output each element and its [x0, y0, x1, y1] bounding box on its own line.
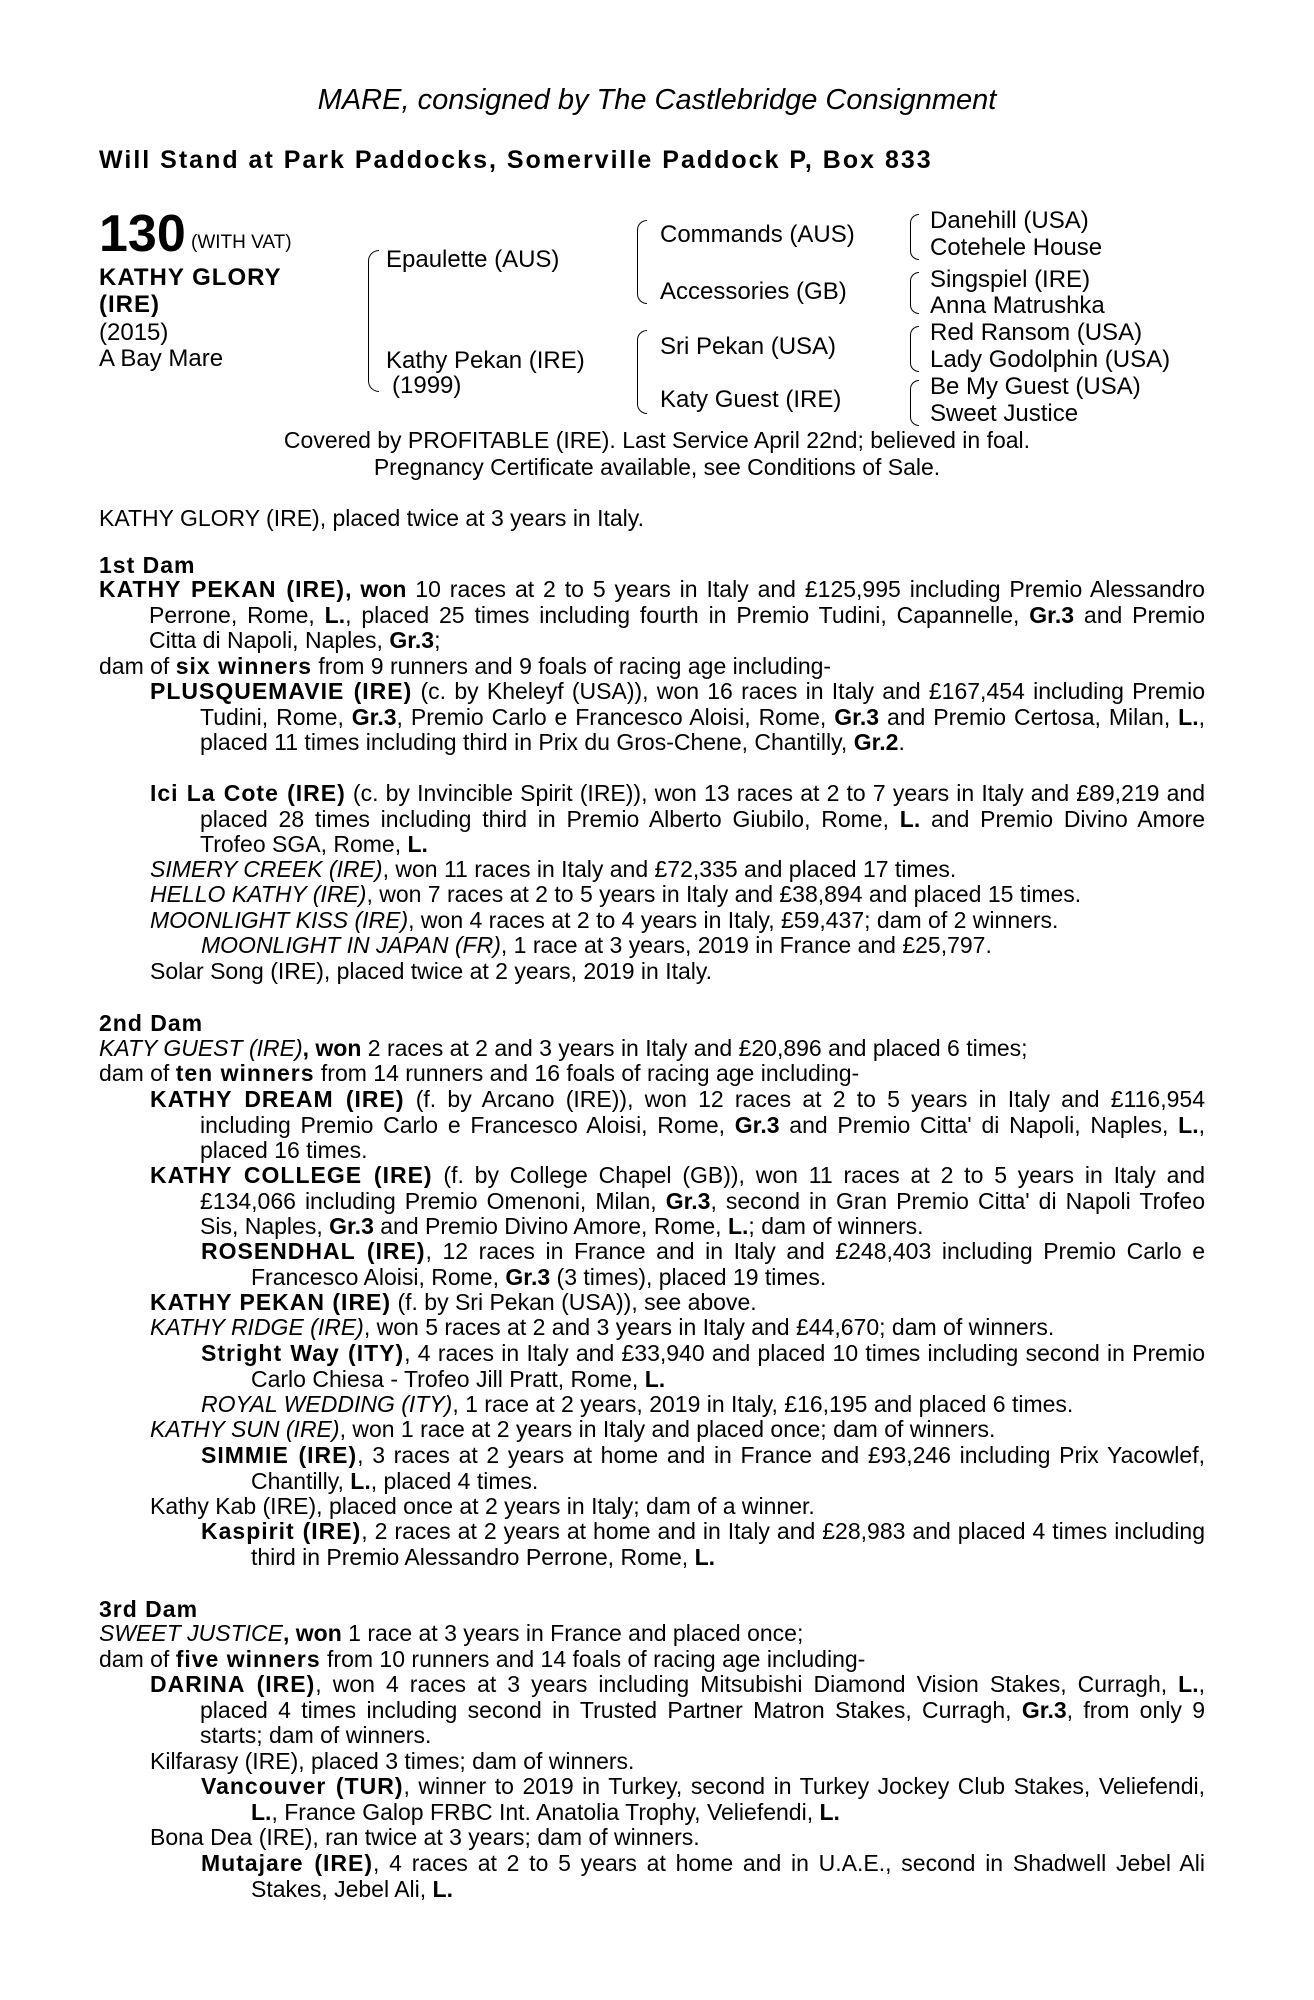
covered-line2: Pregnancy Certificate available, see Conditions of Sale.	[373, 454, 941, 480]
hello-kathy-entry: HELLO KATHY (IRE), won 7 races at 2 to 5 years in Italy and £38,894 and placed 15 times.	[150, 881, 1082, 907]
third-dam-record: SWEET JUSTICE, won 1 race at 3 years in France and placed once;	[99, 1620, 804, 1646]
pedigree-gg7: Be My Guest (USA)	[930, 373, 1141, 400]
moonlight-in-japan-entry: MOONLIGHT IN JAPAN (FR), 1 race at 3 years, 2019 in France and £25,797.	[201, 932, 992, 958]
horse-description: A Bay Mare	[99, 345, 224, 372]
pedigree-sire-dam: Accessories (GB)	[660, 278, 847, 305]
stand-location: Will Stand at Park Paddocks, Somerville Paddock P, Box 833	[99, 146, 933, 174]
third-dam-heading: 3rd Dam	[99, 1596, 199, 1622]
kathy-sun-entry: KATHY SUN (IRE), won 1 race at 2 years in Italy and placed once; dam of winners.	[150, 1416, 996, 1442]
vancouver-entry: Vancouver (TUR), winner to 2019 in Turkey, second in Turkey Jockey Club Stakes, Veliefendi, L., France Galop FRBC Int. Anatolia Trophy, Veliefendi, L.	[201, 1773, 1205, 1825]
horse-name-line1: KATHY GLORY	[99, 264, 282, 291]
pedigree-gg8: Sweet Justice	[930, 400, 1079, 427]
pedigree-gg3: Singspiel (IRE)	[930, 266, 1091, 293]
kathy-college-entry: KATHY COLLEGE (IRE) (f. by College Chapel (GB)), won 11 races at 2 to 5 years in Italy and £134,066 including Premio Omenoni, Milan, Gr.3, second in Gran Premio Citta' di Napoli Trofeo Sis, Naples, Gr.3 and Premio Divino Amore, Rome, L.; dam of winners.	[150, 1162, 1205, 1239]
first-dam-heading: 1st Dam	[99, 552, 196, 578]
second-dam-heading: 2nd Dam	[99, 1010, 204, 1036]
stright-way-entry: Stright Way (ITY), 4 races in Italy and £33,940 and placed 10 times including second in Premio Carlo Chiesa - Trofeo Jill Pratt, Rome, L.	[201, 1340, 1206, 1392]
pedigree-brace-sire	[637, 220, 647, 304]
pedigree-brace-g78	[910, 380, 919, 426]
lot-number: 130	[99, 205, 186, 263]
moonlight-kiss-entry: MOONLIGHT KISS (IRE), won 4 races at 2 to 4 years in Italy, £59,437; dam of 2 winners.	[150, 907, 1059, 933]
horse-name-line2: (IRE)	[99, 291, 160, 318]
pedigree-gg4: Anna Matrushka	[930, 292, 1105, 319]
pedigree-gg5: Red Ransom (USA)	[930, 319, 1143, 346]
page-title: MARE, consigned by The Castlebridge Consignment	[317, 84, 997, 116]
kaspirit-entry: Kaspirit (IRE), 2 races at 2 years at home and in Italy and £28,983 and placed 4 times including third in Premio Alessandro Perrone, Rome, L.	[201, 1518, 1205, 1570]
horse-name	[99, 264, 324, 318]
second-dam-dam-of: dam of ten winners from 14 runners and 16 foals of racing age including-	[99, 1060, 860, 1086]
covered-line1: Covered by PROFITABLE (IRE). Last Service April 22nd; believed in foal.	[283, 427, 1031, 453]
kathy-pekan-entry: KATHY PEKAN (IRE) (f. by Sri Pekan (USA)), see above.	[150, 1289, 757, 1315]
mutajare-entry: Mutajare (IRE), 4 races at 2 to 5 years at home and in U.A.E., second in Shadwell Jebel Ali Stakes, Jebel Ali, L.	[201, 1850, 1205, 1902]
pedigree-gg6: Lady Godolphin (USA)	[930, 346, 1171, 373]
kilfarasy-entry: Kilfarasy (IRE), placed 3 times; dam of winners.	[150, 1748, 635, 1774]
horse-year: (2015)	[99, 319, 169, 346]
kathy-dream-entry: KATHY DREAM (IRE) (f. by Arcano (IRE)), won 12 races at 2 to 5 years in Italy and £116,954 including Premio Carlo e Francesco Aloisi, Rome, Gr.3 and Premio Citta' di Napoli, Naples, L., placed 16 times.	[150, 1086, 1205, 1163]
kathy-ridge-entry: KATHY RIDGE (IRE), won 5 races at 2 and 3 years in Italy and £44,670; dam of winners.	[150, 1314, 1055, 1340]
pedigree-gg1: Danehill (USA)	[930, 207, 1089, 234]
first-dam-name: KATHY PEKAN (IRE)	[99, 576, 346, 602]
intro-line: KATHY GLORY (IRE), placed twice at 3 years in Italy.	[99, 505, 644, 531]
darina-entry: DARINA (IRE), won 4 races at 3 years including Mitsubishi Diamond Vision Stakes, Curragh, L., placed 4 times including second in Trusted Partner Matron Stakes, Curragh, Gr.3, from only 9 starts; dam of winners.	[150, 1671, 1206, 1748]
second-dam-record: KATY GUEST (IRE), won 2 races at 2 and 3 years in Italy and £20,896 and placed 6 times;	[99, 1035, 1028, 1061]
pedigree-dam-year: (1999)	[392, 372, 462, 399]
vat-label: (WITH VAT)	[191, 232, 292, 253]
pedigree-brace-g12	[910, 214, 919, 260]
pedigree-sire: Epaulette (AUS)	[386, 246, 560, 273]
pedigree-brace-main	[368, 250, 379, 392]
first-dam-record: KATHY PEKAN (IRE), won 10 races at 2 to 5 years in Italy and £125,995 including Premio Alessandro Perrone, Rome, L., placed 25 times including fourth in Premio Tudini, Capannelle, Gr.3 and Premio Citta di Napoli, Naples, Gr.3;	[99, 576, 1205, 653]
solar-song-entry: Solar Song (IRE), placed twice at 2 years, 2019 in Italy.	[150, 958, 713, 984]
rosendhal-entry: ROSENDHAL (IRE), 12 races in France and in Italy and £248,403 including Premio Carlo e Francesco Aloisi, Rome, Gr.3 (3 times), placed 19 times.	[201, 1238, 1205, 1290]
plusquemavie-entry: PLUSQUEMAVIE (IRE) (c. by Kheleyf (USA)), won 16 races in Italy and £167,454 including Premio Tudini, Rome, Gr.3, Premio Carlo e Francesco Aloisi, Rome, Gr.3 and Premio Certosa, Milan, L., placed 11 times including third in Prix du Gros-Chene, Chantilly, Gr.2.	[150, 678, 1206, 755]
simery-creek-entry: SIMERY CREEK (IRE), won 11 races in Italy and £72,335 and placed 17 times.	[150, 856, 957, 882]
royal-wedding-entry: ROYAL WEDDING (ITY), 1 race at 2 years, 2019 in Italy, £16,195 and placed 6 times.	[201, 1391, 1074, 1417]
covered-note	[0, 427, 1314, 481]
pedigree-brace-dam	[637, 330, 647, 414]
bona-dea-entry: Bona Dea (IRE), ran twice at 3 years; dam of winners.	[150, 1824, 700, 1850]
first-dam-dam-of: dam of six winners from 9 runners and 9 foals of racing age including-	[99, 653, 832, 679]
pedigree-brace-g56	[910, 326, 919, 372]
pedigree-brace-g34	[910, 272, 919, 314]
ici-la-cote-entry: Ici La Cote (IRE) (c. by Invincible Spirit (IRE)), won 13 races at 2 to 7 years in Italy and £89,219 and placed 28 times including third in Premio Alberto Giubilo, Rome, L. and Premio Divino Amore Trofeo SGA, Rome, L.	[150, 780, 1205, 857]
pedigree-sire-sire: Commands (AUS)	[660, 221, 855, 248]
pedigree-dam-dam: Katy Guest (IRE)	[660, 386, 842, 413]
third-dam-dam-of: dam of five winners from 10 runners and 14 foals of racing age including-	[99, 1646, 866, 1672]
kathy-kab-entry: Kathy Kab (IRE), placed once at 2 years in Italy; dam of a winner.	[150, 1493, 815, 1519]
simmie-entry: SIMMIE (IRE), 3 races at 2 years at home and in France and £93,246 including Prix Yacowlef, Chantilly, L., placed 4 times.	[201, 1442, 1205, 1494]
pedigree-dam-sire: Sri Pekan (USA)	[660, 333, 837, 360]
pedigree-gg2: Cotehele House	[930, 234, 1103, 261]
pedigree-dam: Kathy Pekan (IRE)	[386, 347, 585, 374]
